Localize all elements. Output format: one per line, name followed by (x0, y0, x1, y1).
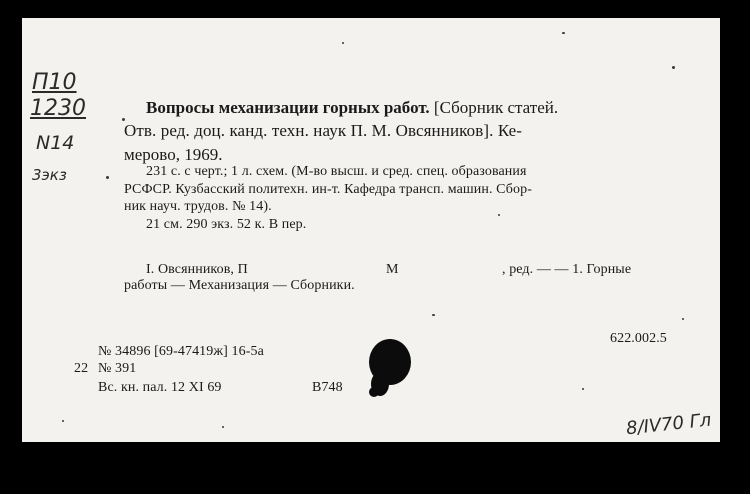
record-register-number: № 391 (98, 361, 137, 376)
scan-speck (498, 214, 500, 216)
scan-speck (106, 176, 109, 179)
ink-blot (362, 332, 420, 402)
scan-speck (562, 32, 565, 34)
classification-number: 622.002.5 (610, 331, 667, 346)
entry-series-line3: ник науч. трудов. № 14). (124, 199, 272, 214)
entry-series-line2: РСФСР. Кузбасский политехн. ин-т. Кафедра трансп. машин. Сбор- (124, 182, 532, 197)
entry-size-price: 21 см. 290 экз. 52 к. В пер. (146, 217, 307, 232)
record-prefix: 22 (74, 361, 89, 376)
record-chamber-date: Вс. кн. пал. 12 XI 69 (98, 380, 222, 395)
scan-speck (682, 318, 684, 320)
scan-speck (432, 314, 435, 316)
entry-title-bold: Вопросы механизации горных работ. (146, 98, 430, 117)
scan-speck (222, 426, 224, 428)
tracing-subject-rest: работы — Механизация — Сборники. (124, 278, 355, 293)
entry-title-rest: [Сборник статей. (429, 98, 559, 117)
catalog-card (22, 18, 720, 442)
marginalia-issue-number: N14 (36, 132, 75, 154)
entry-responsibility: Отв. ред. доц. канд. техн. наук П. М. Овсянников]. Ке- (124, 121, 523, 140)
scan-speck (582, 388, 584, 390)
entry-title (146, 98, 558, 118)
scan-speck (122, 118, 125, 121)
scan-speck (342, 42, 344, 44)
marginalia-shelf-number: 1230 (30, 96, 86, 121)
entry-imprint: мерово, 1969. (124, 145, 223, 164)
handwritten-date-note: 8/IV70 Гл (625, 409, 713, 440)
marginalia-copies: 3экз (32, 166, 67, 184)
marginalia-call-number: П10 (32, 70, 77, 95)
scan-speck (62, 420, 64, 422)
record-code: В748 (312, 380, 343, 395)
scan-speck (672, 66, 675, 69)
entry-physical-description: 231 с. с черт.; 1 л. схем. (М-во высш. и сред. спец. образования (146, 164, 527, 179)
tracing-initial: М (386, 262, 399, 277)
record-number: № 34896 [69-47419ж] 16-5а (98, 344, 264, 359)
tracing-subject-start: , ред. — — 1. Горные (502, 262, 632, 277)
tracing-editor: I. Овсянников, П (146, 262, 248, 277)
